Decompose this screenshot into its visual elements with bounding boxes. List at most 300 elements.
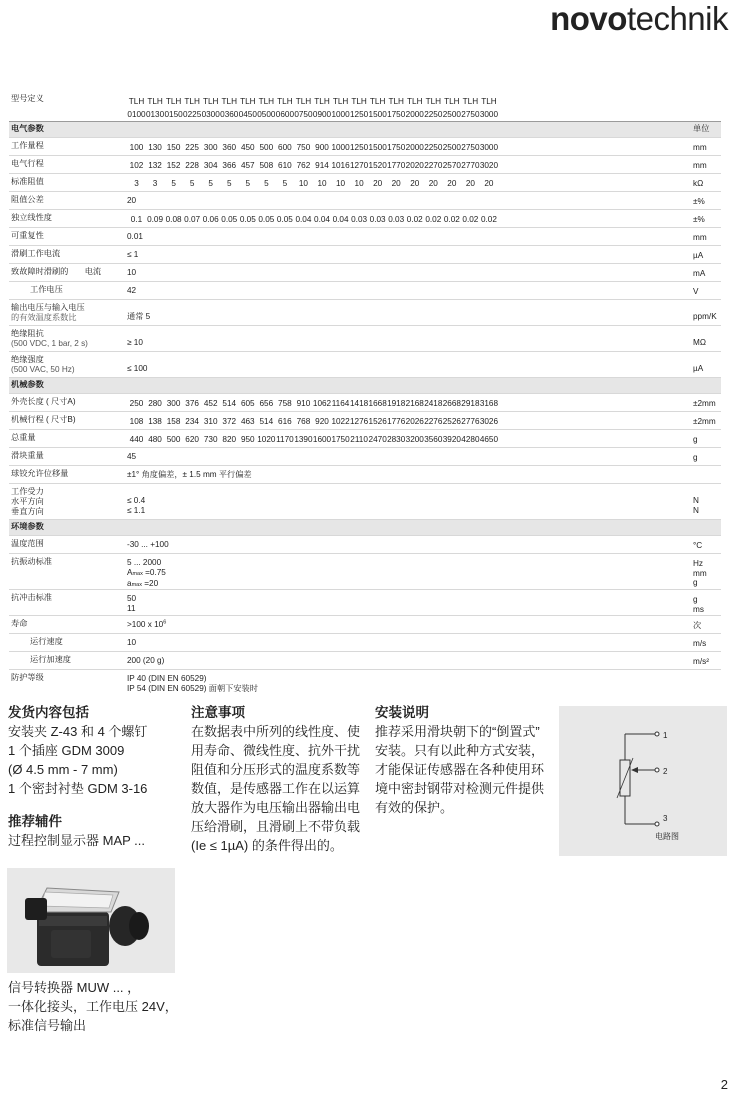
value-cell: 2168 [405,399,424,408]
row-label-text: 滑刷工作电流 [11,249,61,258]
row-units [693,595,704,614]
value-cell: 3168 [479,399,499,408]
subscript: max [131,582,142,588]
table-row [9,394,721,412]
potentiometer-circuit-icon [559,706,727,856]
model-column-header [313,95,332,121]
table-row [9,536,721,554]
model-column-header [442,95,461,121]
install-line: 有效的保护。 [375,800,454,815]
row-label-text: 防护等级 [11,673,44,682]
notes-line: 在数据表中所列的线性度、使 [191,724,361,739]
model-number: 2250 [424,110,443,119]
row-label-text: 工作受力 [11,487,44,496]
value-cell: 132 [148,161,162,170]
row-unit: mm [693,161,707,170]
value-cell: 366 [222,161,237,170]
value-cell: 0.05 [258,215,275,224]
model-number: 0500 [257,110,276,119]
row-value-line: amax =20 [127,579,159,588]
value-cell: 2918 [461,399,480,408]
model-prefix: TLH [202,97,219,106]
row-unit: m/s² [693,657,709,666]
section-row [9,122,721,138]
row-label-text: 抗振动标准 [11,557,52,566]
row-label [11,141,121,151]
row-label [11,522,121,532]
model-number: 0130 [145,110,165,119]
row-label-text: 滑块重量 [11,451,44,460]
row-label [30,637,140,647]
table-row [9,138,721,156]
model-number: 0600 [275,110,294,119]
value-cell: 1776 [387,417,406,426]
row-label [11,177,121,187]
value-cell: 0.04 [295,215,312,224]
row-label-text: 绝缘阻抗 [11,329,44,338]
value-cell: 750 [296,143,311,152]
value-cell: 0.03 [369,215,386,224]
table-row [9,326,721,352]
row-label [11,231,121,241]
row-label [11,557,121,567]
model-prefix: TLH [462,97,479,106]
install-title: 安装说明 [375,705,429,720]
row-value-line: IP 40 (DIN EN 60529) [127,674,207,683]
value-cell: 656 [259,399,274,408]
model-column-header [220,95,239,121]
row-unit: µA [693,364,704,373]
value-cell: 1164 [331,399,350,408]
model-column-header [387,95,406,121]
model-prefix: TLH [314,97,330,106]
table-row [9,210,721,228]
value-cell: 2276 [424,417,443,426]
row-value: 42 [127,286,137,295]
value-cell: 150 [166,143,181,152]
row-unit: 单位 [693,124,710,133]
row-unit: mA [693,269,706,278]
row-unit-line: g [693,578,698,587]
value-cell: 0.02 [462,215,479,224]
value-cell: 0.04 [314,215,330,224]
row-unit: ppm/K [693,312,717,321]
table-row [9,670,721,696]
notes-line: (Ie ≤ 1µA) 的条件得出的。 [191,838,343,853]
value-cell: 1526 [368,417,387,426]
value-cell: 1390 [294,435,313,444]
row-label [11,487,121,517]
table-row [9,448,721,466]
install-line: 安装。只有以此种方式安装， [375,743,545,758]
value-cell: 440 [129,435,144,444]
value-cell: 463 [240,417,255,426]
value-cell: 910 [296,399,311,408]
value-cell: 310 [203,417,218,426]
model-number: 2000 [405,110,424,119]
model-number: 1250 [349,110,369,119]
value-cell: 2776 [461,417,480,426]
row-label-text: 外壳长度 ( 尺寸A) [11,397,76,406]
value-cell: 10 [335,179,346,188]
value-cell: 5 [208,179,213,188]
value-cell: 2250 [424,143,443,152]
row-label-sub: (500 VAC, 50 Hz) [11,365,75,374]
notes-line: 阻值和分压形式的温度系数等 [191,762,361,777]
converter-line: 一体化接头，工作电压 24V， [8,999,178,1014]
row-label [11,451,121,461]
value-cell: 10 [317,179,327,188]
row-value: ≤ 100 [127,364,148,373]
row-unit: ±% [693,197,705,206]
value-cell: 20 [465,179,475,188]
value-cell: 10 [298,179,308,188]
value-cell: 20 [410,179,420,188]
value-cell: 950 [240,435,255,444]
table-row [9,652,721,670]
page-number: 2 [720,1077,728,1092]
row-value-line: ≤ 0.4 [127,496,146,505]
model-prefix: TLH [332,97,349,106]
section-row [9,520,721,536]
model-prefix: TLH [425,97,442,106]
value-cell: 2750 [461,143,480,152]
row-label [11,303,121,323]
model-column-header [146,95,165,121]
row-value: -30 ... +100 [127,540,169,549]
row-label-text: 机械参数 [11,380,44,389]
model-number: 0360 [220,110,239,119]
install-line: 境中密封钢带对检测元件提供 [375,781,545,796]
model-number: 0900 [312,110,332,119]
value-cell: 102 [129,161,144,170]
value-cell: 100 [129,143,144,152]
row-label-text: 标准阻值 [11,177,44,186]
value-cell: 0.03 [351,215,368,224]
row-value: ≤ 1 [127,250,139,259]
spec-table [9,91,721,696]
model-prefix: TLH [444,97,460,106]
value-cell: 0.03 [388,215,405,224]
value-cell: 1000 [331,143,350,152]
value-cell: 0.02 [443,215,460,224]
value-cell: 2830 [387,435,406,444]
model-column-header [183,95,202,121]
brand-logo-light: technik [626,0,728,37]
value-cell: 2026 [405,417,424,426]
row-value-lines [127,558,166,591]
value-cell: 620 [185,435,199,444]
model-prefix: TLH [240,97,256,106]
model-column-header [424,95,443,121]
model-prefix: TLH [184,97,200,106]
value-cell: 2270 [424,161,443,170]
row-label [11,195,121,205]
row-value-lines [127,674,258,693]
value-cell: 130 [148,143,162,152]
circuit-pin-2: 2 [663,767,668,776]
value-cell: 762 [296,161,311,170]
model-number: 2500 [442,110,461,119]
value-cell: 250 [129,399,144,408]
subscript: max [132,570,143,577]
value-cell: 0.02 [406,215,423,224]
model-prefix: TLH [277,97,293,106]
value-cell: 1750 [331,435,350,444]
row-label [11,593,121,603]
notes-line: 放大器作为电压输出器输出电 [191,800,361,815]
row-label-text: 运行加速度 [30,655,71,664]
accessories-title: 推荐辅件 [8,814,62,829]
row-unit: g [693,453,698,462]
row-value: >100 x $10^6$ [127,619,167,629]
row-label-text: 抗冲击标准 [11,593,52,602]
row-label-text: 机械行程 ( 尺寸B) [11,415,76,424]
value-cell: 920 [315,417,329,426]
value-cell: 0.08 [165,215,182,224]
row-label [11,355,121,375]
circuit-pin-3: 3 [663,814,668,823]
table-row [9,412,721,430]
table-row [9,634,721,652]
value-cell: 514 [259,417,274,426]
value-cell: 1022 [331,417,350,426]
notes-section [191,703,369,855]
value-cell: 304 [203,161,218,170]
row-unit-line: g [693,595,698,604]
row-label-sub: (500 VDC, 1 bar, 2 s) [11,339,88,348]
value-cell: 5 [171,179,176,188]
row-label-text: 绝缘强度 [11,355,44,364]
model-number: 0300 [201,110,220,119]
model-column-header [331,95,350,121]
notes-line: 数值，是传感器工作在以运算 [191,781,361,796]
row-label [11,213,121,223]
row-unit: 次 [693,621,702,630]
model-prefix: TLH [128,97,145,106]
value-cell: 610 [278,161,292,170]
value-cell: 2570 [442,161,461,170]
model-prefix: TLH [295,97,312,106]
value-cell: 605 [240,399,255,408]
row-unit: mm [693,233,707,242]
model-column-header [461,95,480,121]
model-column-header [201,95,220,121]
section-row [9,378,721,394]
model-prefix: TLH [388,97,404,106]
model-number: 1000 [331,110,350,119]
value-cell: 457 [240,161,255,170]
model-number: 1750 [387,110,406,119]
converter-photo [7,868,175,973]
value-cell: 2500 [442,143,461,152]
value-cell: 20 [484,179,494,188]
delivery-line: (Ø 4.5 mm - 7 mm) [8,762,118,777]
value-cell: 820 [222,435,237,444]
row-label-text: 温度范围 [11,539,44,548]
table-row [9,484,721,520]
value-cell: 5 [264,179,269,188]
value-cell: 2020 [405,161,424,170]
table-row [9,466,721,484]
row-label [30,285,140,295]
row-label [30,655,140,665]
value-cell: 0.02 [480,215,497,224]
model-column-header [368,95,387,121]
model-prefix: TLH [369,97,386,106]
value-cell: 914 [315,161,329,170]
converter-line: 信号转换器 MUW ... ， [8,980,141,995]
circuit-caption: 电路图 [655,832,679,841]
model-number: 2750 [461,110,480,119]
row-label [11,619,121,629]
row-value-line: 5 ... 2000 [127,558,162,567]
value-cell: 5 [282,179,288,188]
row-unit: mm [693,143,707,152]
row-unit-line: N [693,496,699,505]
row-label-text: 输出电压与输入电压 [11,303,85,312]
row-label-text: 运行速度 [30,637,63,646]
converter-section [8,978,198,1035]
value-cell: 1250 [349,143,369,152]
value-cell: 3026 [479,417,499,426]
value-cell: 0.05 [239,215,256,224]
table-row [9,590,721,616]
value-cell: 900 [315,143,329,152]
delivery-line: 1 个密封衬垫 GDM 3-16 [8,781,148,796]
row-label-text: 独立线性度 [11,213,52,222]
notes-title: 注意事项 [191,705,245,720]
value-cell: 768 [296,417,311,426]
row-unit-line: Hz [693,559,704,568]
row-label [11,380,121,390]
row-unit: ±2mm [693,417,716,426]
value-cell: 758 [278,399,292,408]
value-cell: 2770 [461,161,480,170]
model-column-header [257,95,276,121]
value-cell: 508 [259,161,274,170]
value-cell: 1170 [276,435,294,444]
value-cell: 480 [148,435,162,444]
header-label: 型号定义 [11,94,44,103]
row-value-line: Amax =0.75 [127,567,166,577]
install-line: 推荐采用滑块朝下的“倒置式” [375,724,540,739]
value-cell: 500 [259,143,274,152]
model-number: 0150 [164,110,183,119]
value-cell: 3200 [405,435,424,444]
value-cell: 0.05 [221,215,238,224]
value-cell: 2526 [442,417,461,426]
model-column-header [127,95,146,121]
table-row [9,282,721,300]
model-prefix: TLH [221,97,237,106]
row-value: ±1° 角度偏差，± 1.5 mm 平行偏差 [127,470,252,479]
install-line: 才能保证传感器在各种使用环 [375,762,545,777]
row-label-text: 球铰允许位移量 [11,469,69,478]
row-value-line: 11 [127,603,136,613]
delivery-line: 1 个插座 GDM 3009 [8,743,125,758]
value-cell: 0.07 [184,215,201,224]
row-label-text: 总重量 [11,433,36,442]
value-cell: 3560 [424,435,443,444]
row-unit: ±2mm [693,399,716,408]
value-cell: 616 [278,417,292,426]
row-units [693,559,707,588]
row-label-text: 环境参数 [11,522,44,531]
accessories-line: 过程控制显示器 MAP ... [8,833,145,848]
value-cell: 20 [373,179,383,188]
model-number: 3000 [479,110,499,119]
value-cell: 2000 [405,143,424,152]
model-number: 0450 [238,110,257,119]
delivery-line: 安装夹 Z-43 和 4 个螺钉 [8,724,148,739]
row-label-text: 工作量程 [11,141,44,150]
value-cell: 5 [189,179,195,188]
model-column-header [479,95,498,121]
row-value-lines [127,594,136,613]
row-label-text: 电气行程 [11,159,44,168]
model-column-header [405,95,424,121]
value-cell: 2470 [368,435,387,444]
delivery-section [8,703,183,850]
row-label [11,415,121,425]
row-label-sub: 水平方向 [11,497,44,506]
row-unit: °C [693,541,703,550]
value-cell: 1750 [387,143,406,152]
value-cell: 280 [148,399,162,408]
value-cell: 108 [129,417,144,426]
value-cell: 152 [166,161,181,170]
value-cell: 5 [226,179,232,188]
value-cell: 1500 [368,143,387,152]
value-cell: 1418 [349,399,369,408]
row-unit-line: N [693,505,699,515]
value-cell: 2418 [424,399,443,408]
table-row [9,300,721,326]
row-unit: g [693,435,698,444]
value-cell: 1600 [312,435,332,444]
value-cell: 452 [203,399,218,408]
value-cell: 1918 [387,399,406,408]
row-unit: ±% [693,215,705,224]
table-row [9,616,721,634]
value-cell: 3 [134,179,139,188]
brand-logo-bold: novo [550,0,627,37]
table-row [9,156,721,174]
model-column-header [350,95,369,121]
model-number: 0100 [127,110,146,119]
value-cell: 158 [166,417,181,426]
row-value: 20 [127,196,137,205]
model-column-header [294,95,313,121]
table-row [9,228,721,246]
row-label [11,124,121,134]
row-value: 10 [127,268,137,277]
notes-line: 用寿命、微线性度、抗外干扰 [191,743,361,758]
value-cell: 1062 [312,399,332,408]
row-value-lines [127,496,145,515]
circuit-diagram [559,706,727,856]
value-cell: 20 [391,179,401,188]
value-cell: 1016 [331,161,350,170]
table-row [9,192,721,210]
row-units [693,496,699,515]
row-value-line: IP 54 (DIN EN 60529) 面朝下安装时 [127,683,258,693]
row-unit-line: mm [693,568,707,578]
row-label-text: 电气参数 [11,124,44,133]
notes-line: 压给滑刷，且滑刷上不带负载 [191,819,361,834]
value-cell: 228 [185,161,199,170]
